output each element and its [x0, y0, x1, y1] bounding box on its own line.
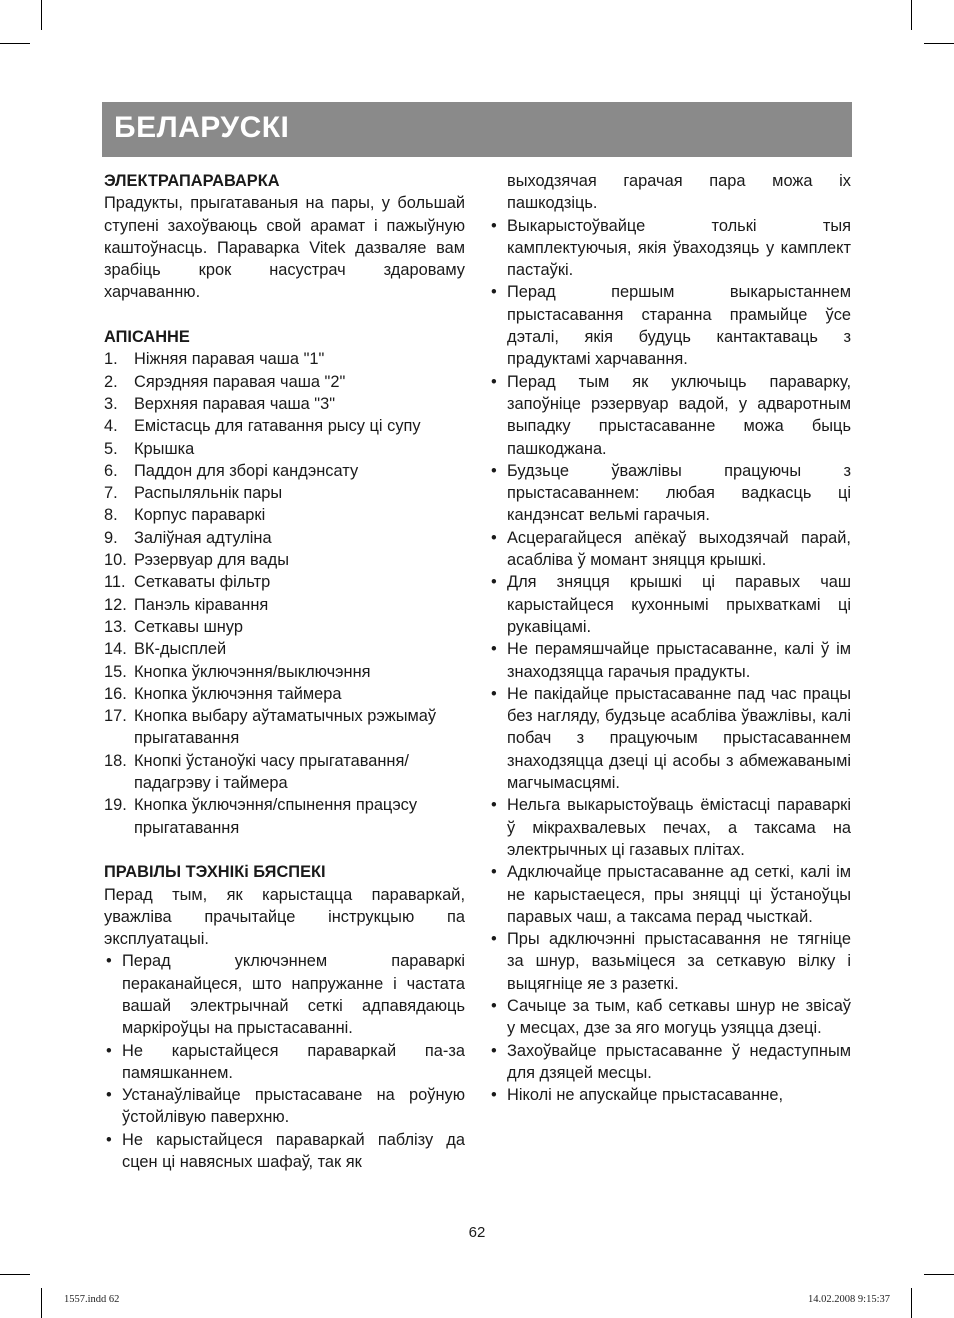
- list-item-text: Кнопкі ўстаноўкі часу прыгатавання/падагрэву і таймера: [134, 751, 409, 793]
- list-item: [104, 549, 465, 571]
- list-item-number: 8.: [104, 506, 118, 525]
- right-column: [489, 170, 851, 1106]
- bullet-item: • Сачыце за тым, каб сеткавы шнур не звісаў у месцах, дзе за яго могуць узяцца дзеці.: [489, 995, 851, 1040]
- list-item: [104, 482, 465, 504]
- language-banner: [102, 102, 852, 157]
- bullet-item: • Асцерагайцеся апёкаў выходзячай парай, асабліва ў момант зняцця крышкі.: [489, 527, 851, 572]
- list-item-number: 10.: [104, 551, 127, 570]
- crop-mark: [911, 0, 912, 30]
- bullet-item: • Нельга выкарыстоўваць ёмістасці параваркі ў мікрахвалевых печах, а таксама на электрычных ці газавых плітах.: [489, 794, 851, 861]
- list-item-text: Ніжняя паравая чаша "1": [134, 350, 325, 369]
- list-item-number: 11.: [104, 573, 126, 592]
- list-item: [104, 794, 465, 839]
- list-item-number: 12.: [104, 595, 127, 614]
- crop-mark: [41, 0, 42, 30]
- list-item-text: Кнопка ўключэння таймера: [134, 684, 342, 703]
- safety-intro-paragraph: Перад тым, як карыстацца параваркай, уважліва прачытайце інструкцыю па эксплуатацыі.: [104, 885, 465, 949]
- crop-mark: [41, 1288, 42, 1318]
- intro-paragraph: Прадукты, прыгатаваныя на пары, у большай ступені захоўваюць свой арамат і пажыўную каштоўнасць. Параварка Vitek дазваляе вам зрабіць крок насустрач здароваму харчаванню.: [104, 194, 465, 302]
- bullet-item: • Для зняцця крышкі ці паравых чаш карыстайцеся кухоннымі прыхваткамі ці рукавіцамі.: [489, 571, 851, 638]
- section-heading-safety: ПРАВІЛЫ ТЭХНІКі БЯСПЕКІ: [104, 863, 326, 882]
- safety-bullet-list-left: [104, 950, 465, 1173]
- list-item-number: 5.: [104, 439, 118, 458]
- list-item: [104, 594, 465, 616]
- list-item: [104, 571, 465, 593]
- list-item: [104, 616, 465, 638]
- list-item-text: Заліўная адтуліна: [134, 528, 272, 547]
- page-title: БЕЛАРУСКІ: [114, 111, 290, 144]
- slug-date: 14.02.2008 9:15:37: [808, 1294, 890, 1305]
- list-item-text: Корпус параваркі: [134, 506, 266, 525]
- bullet-item: • Не перамяшчайце прыстасаванне, калі ў ім знаходзяцца гарачыя прадукты.: [489, 638, 851, 683]
- list-item-number: 15.: [104, 662, 127, 681]
- bullet-item: • Адключайце прыстасаванне ад сеткі, калі ім не карыстаецеся, пры зняцці ці ўстаноўцы паравых чаш, а таксама перад чысткай.: [489, 861, 851, 928]
- bullet-item: • Выкарыстоўвайце толькі тыя камплектуючыя, якія ўваходзяць у камплект пастаўкі.: [489, 215, 851, 282]
- crop-mark: [0, 43, 30, 44]
- list-item-number: 13.: [104, 617, 127, 636]
- list-item-number: 7.: [104, 484, 118, 503]
- list-item-number: 14.: [104, 640, 127, 659]
- list-item-text: Кнопка ўключэння/выключэння: [134, 662, 371, 681]
- list-item-number: 6.: [104, 461, 118, 480]
- crop-mark: [924, 1274, 954, 1275]
- list-item: [104, 393, 465, 415]
- bullet-item: • Захоўвайце прыстасаванне ў недаступным для дзяцей месцы.: [489, 1040, 851, 1085]
- list-item-number: 17.: [104, 707, 127, 726]
- continued-bullet-text: выходзячая гарачая пара можа іх пашкодзіць.: [507, 172, 851, 213]
- slug-file: 1557.indd 62: [64, 1294, 120, 1305]
- list-item: [104, 527, 465, 549]
- bullet-item: • Не пакідайце прыстасаванне пад час працы без нагляду, будзьце асабліва ўважлівы, калі побач з працуючым прыстасаваннем знаходзяцца дзеці ці асобы з абмежаванымі магчымасцямі.: [489, 683, 851, 794]
- list-item-text: Кнопка выбару аўтаматычных рэжымаў прыгатавання: [134, 707, 437, 748]
- crop-mark: [924, 43, 954, 44]
- list-item: [104, 460, 465, 482]
- list-item-text: Крышка: [134, 439, 195, 458]
- crop-mark: [911, 1288, 912, 1318]
- list-item-text: Верхняя паравая чаша "3": [134, 394, 336, 413]
- list-item-text: Распыляльнік пары: [134, 484, 283, 503]
- list-item-number: 9.: [104, 528, 118, 547]
- list-item-text: Сеткаваты фільтр: [134, 573, 271, 592]
- list-item-text: Паддон для зборі кандэнсату: [134, 461, 359, 480]
- list-item: [104, 638, 465, 660]
- list-item-text: Сярэдняя паравая чаша "2": [134, 372, 346, 391]
- list-item-number: 16.: [104, 684, 127, 703]
- list-item-number: 18.: [104, 751, 127, 770]
- list-item: [104, 750, 465, 795]
- list-item-number: 4.: [104, 417, 118, 436]
- bullet-item: • Пры адключэнні прыстасавання не тягніце за шнур, вазьміцеся за сеткавую вілку і выцягніце яе з разеткі.: [489, 928, 851, 995]
- list-item: [104, 371, 465, 393]
- list-item-number: 19.: [104, 796, 127, 815]
- list-item-number: 3.: [104, 394, 118, 413]
- list-item: [104, 415, 465, 437]
- list-item: [104, 348, 465, 370]
- bullet-item: • Перад уключэннем параваркі пераканайцеся, што напружанне і частата вашай электрычнай сеткі адпавядаюць маркіроўцы на прыстасаванні.: [104, 950, 465, 1039]
- bullet-item: • Устанаўлівайце прыстасаване на роўную ўстойлівую паверхню.: [104, 1084, 465, 1129]
- list-item: [104, 504, 465, 526]
- list-item: [104, 661, 465, 683]
- list-item-text: Сеткавы шнур: [134, 617, 243, 636]
- left-column: [104, 170, 465, 1173]
- bullet-item: • Не карыстайцеся параваркай па-за памяшканнем.: [104, 1040, 465, 1085]
- section-heading-intro: ЭЛЕКТРАПАРАВАРКА: [104, 172, 280, 190]
- bullet-item: • Будзьце ўважлівы працуючы з прыстасаваннем: любая вадкасць ці кандэнсат вельмі гарачыя.: [489, 460, 851, 527]
- section-heading-description: АПІСАННЕ: [104, 328, 190, 347]
- list-item: [104, 705, 465, 750]
- list-item-number: 2.: [104, 372, 118, 391]
- bullet-item: • Ніколі не апускайце прыстасаванне,: [489, 1084, 851, 1106]
- safety-bullet-list-right: [489, 215, 851, 1107]
- list-item-text: ВК-дысплей: [134, 640, 227, 659]
- list-item-text: Кнопка ўключэння/спынення працэсу прыгатавання: [134, 796, 418, 837]
- page-number: 62: [468, 1224, 486, 1241]
- list-item: [104, 438, 465, 460]
- parts-list: [104, 348, 465, 839]
- crop-mark: [0, 1274, 30, 1275]
- list-item-text: Рэзервуар для вады: [134, 551, 289, 570]
- bullet-item: • Не карыстайцеся параваркай паблізу да сцен ці навясных шафаў, так як: [104, 1129, 465, 1174]
- list-item-text: Панэль кіравання: [134, 595, 269, 614]
- list-item-text: Емістасць для гатавання рысу ці супу: [134, 417, 421, 436]
- bullet-item: • Перад першым выкарыстаннем прыстасавання старанна прамыйце ўсе дэталі, якія будуць кантактаваць з прадуктамі харчавання.: [489, 281, 851, 370]
- list-item: [104, 683, 465, 705]
- list-item-number: 1.: [104, 350, 118, 369]
- bullet-item: • Перад тым як уключыць параварку, запоўніце рэзервуар вадой, у адваротным выпадку прыстасаванне можа быць пашкоджана.: [489, 371, 851, 460]
